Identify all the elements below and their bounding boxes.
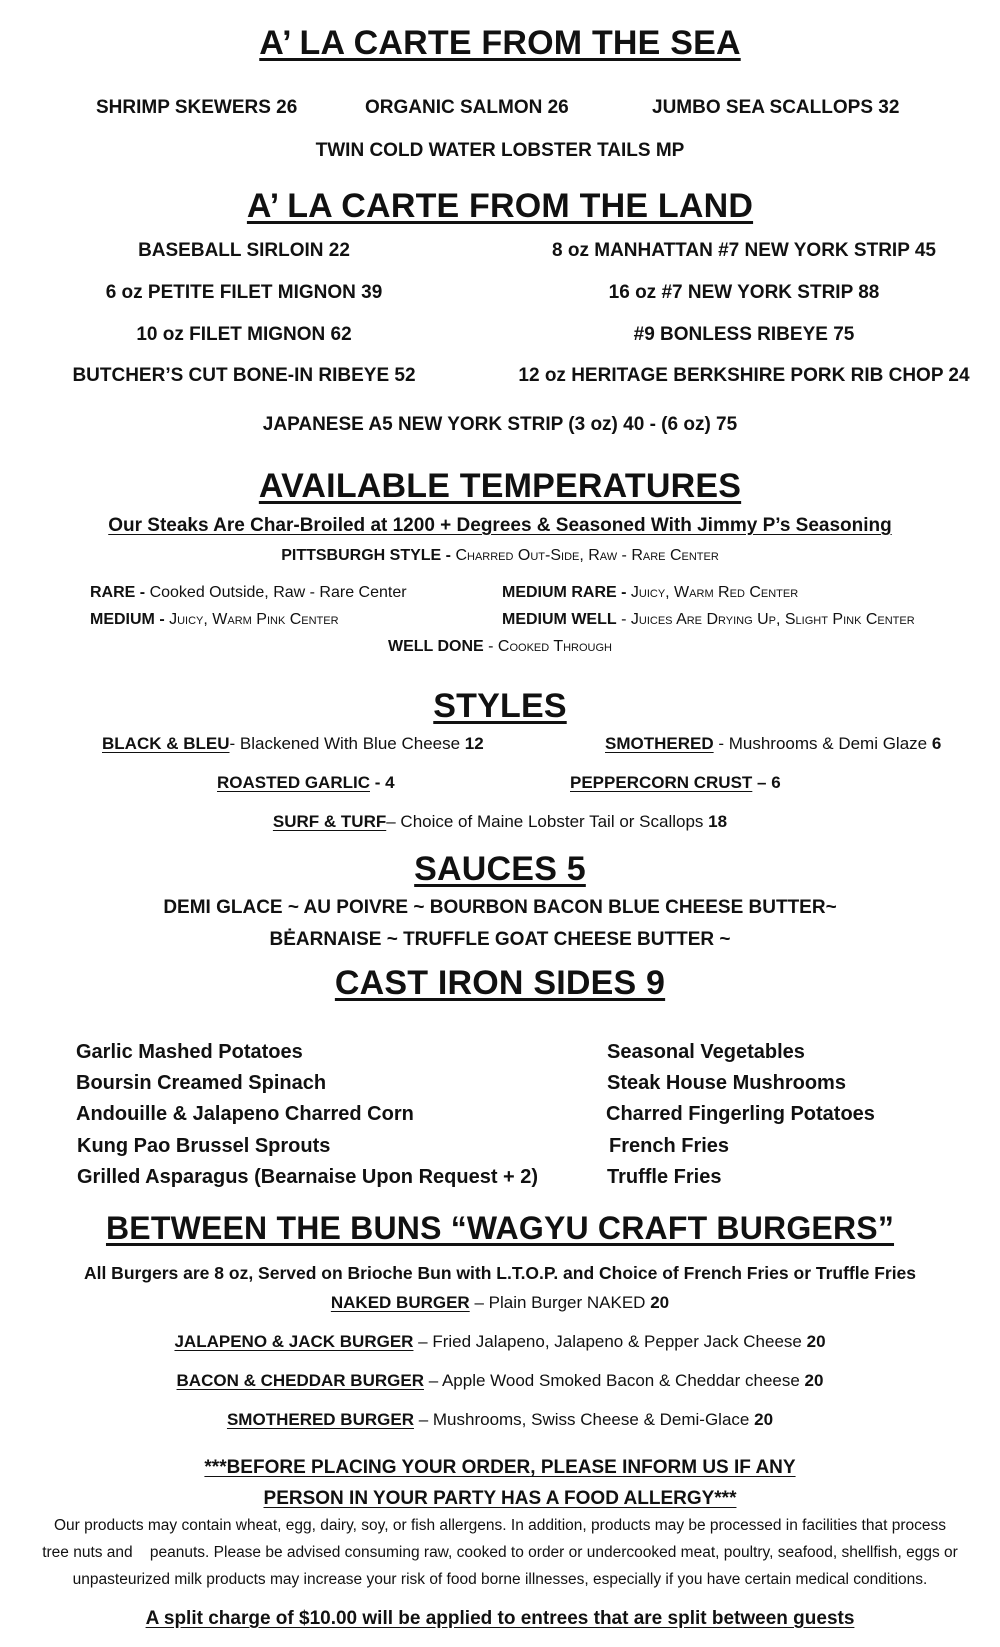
- temp-desc: - Cooked Through: [488, 638, 613, 655]
- temp-name: MEDIUM -: [90, 611, 165, 628]
- allergy-note: tree nuts and peanuts. Please be advised consuming raw, cooked to order or undercooked meat, poultry, seafood, shellfish, eggs or: [42, 1544, 958, 1561]
- temp-desc: - Juices Are Drying Up, Slight Pink Center: [621, 611, 915, 628]
- temp-name: PITTSBURGH STYLE -: [281, 547, 451, 564]
- style-name: ROASTED GARLIC: [217, 773, 370, 792]
- temp-desc: Juicy, Warm Pink Center: [169, 611, 339, 628]
- land-item: BASEBALL SIRLOIN 22: [138, 240, 350, 261]
- style-name: PEPPERCORN CRUST: [570, 773, 753, 792]
- burger-desc: – Apple Wood Smoked Bacon & Cheddar cheese: [423, 1371, 800, 1390]
- allergy-warning: ***BEFORE PLACING YOUR ORDER, PLEASE INFORM US IF ANY: [204, 1457, 796, 1478]
- style-peppercorn: [570, 773, 781, 793]
- sea-item: JUMBO SEA SCALLOPS 32: [652, 97, 900, 118]
- burger-price: 20: [806, 1332, 826, 1351]
- temp-desc: Juicy, Warm Red Center: [630, 584, 799, 601]
- style-roasted-garlic: [217, 773, 395, 793]
- side-item: Steak House Mushrooms: [607, 1072, 846, 1094]
- burger-bacon: [0, 1371, 1000, 1391]
- land-item: 6 oz PETITE FILET MIGNON 39: [105, 282, 383, 303]
- burgers-intro: All Burgers are 8 oz, Served on Brioche Bun with L.T.O.P. and Choice of French Fries or Truffle Fries: [83, 1263, 917, 1283]
- temps-title: AVAILABLE TEMPERATURES: [258, 467, 742, 505]
- style-desc: – Choice of Maine Lobster Tail or Scallops: [386, 812, 704, 831]
- side-item: French Fries: [609, 1135, 730, 1157]
- style-desc: - Blackened With Blue Cheese: [229, 734, 461, 753]
- burger-name: SMOTHERED BURGER: [226, 1410, 414, 1429]
- style-name: SMOTHERED: [605, 734, 714, 753]
- sea-title: A’ LA CARTE FROM THE SEA: [259, 24, 741, 62]
- temp-name: MEDIUM WELL: [502, 611, 617, 628]
- temps-subtitle: Our Steaks Are Char-Broiled at 1200 + Degrees & Seasoned With Jimmy P’s Seasoning: [108, 515, 892, 536]
- style-desc: - Mushrooms & Demi Glaze: [713, 734, 928, 753]
- temp-name: WELL DONE: [387, 638, 484, 655]
- side-item: Boursin Creamed Spinach: [76, 1072, 327, 1094]
- style-price: 6: [931, 734, 942, 753]
- side-item: Kung Pao Brussel Sprouts: [77, 1135, 331, 1157]
- side-item: Andouille & Jalapeno Charred Corn: [76, 1103, 414, 1125]
- temp-desc: Cooked Outside, Raw - Rare Center: [149, 584, 407, 601]
- sides-title: CAST IRON SIDES 9: [334, 964, 666, 1002]
- burger-desc: – Plain Burger NAKED: [469, 1293, 646, 1312]
- burger-smothered: [0, 1410, 1000, 1430]
- styles-title: STYLES: [433, 687, 567, 725]
- style-price: – 6: [752, 773, 781, 792]
- sauces-line: BĖARNAISE ~ TRUFFLE GOAT CHEESE BUTTER ~: [269, 929, 731, 950]
- sea-item: SHRIMP SKEWERS 26: [96, 97, 298, 118]
- side-item: Truffle Fries: [607, 1166, 722, 1188]
- temp-pittsburgh: [0, 547, 1000, 565]
- sauces-title: SAUCES 5: [414, 850, 586, 888]
- split-charge-notice: A split charge of $10.00 will be applied to entrees that are split between guests: [145, 1608, 855, 1629]
- temp-medium-rare: [502, 584, 798, 602]
- burger-desc: – Fried Jalapeno, Jalapeno & Pepper Jack Cheese: [413, 1332, 802, 1351]
- side-item: Seasonal Vegetables: [607, 1041, 805, 1063]
- land-item: BUTCHER’S CUT BONE-IN RIBEYE 52: [72, 365, 416, 386]
- land-item: 16 oz #7 NEW YORK STRIP 88: [608, 282, 880, 303]
- temp-name: RARE -: [90, 584, 146, 601]
- side-item: Garlic Mashed Potatoes: [76, 1041, 303, 1063]
- land-item: JAPANESE A5 NEW YORK STRIP (3 oz) 40 - (6 oz) 75: [262, 414, 738, 435]
- land-title: A’ LA CARTE FROM THE LAND: [246, 187, 754, 225]
- style-surf-turf: [0, 812, 1000, 832]
- burger-name: NAKED BURGER: [330, 1293, 470, 1312]
- burgers-title: BETWEEN THE BUNS “WAGYU CRAFT BURGERS”: [105, 1210, 895, 1246]
- temp-desc: Charred Out-Side, Raw - Rare Center: [455, 547, 719, 564]
- temp-name: MEDIUM RARE -: [502, 584, 627, 601]
- burger-price: 20: [804, 1371, 824, 1390]
- style-name: BLACK & BLEU: [102, 734, 230, 753]
- land-item: 10 oz FILET MIGNON 62: [136, 324, 352, 345]
- burger-price: 20: [754, 1410, 774, 1429]
- burger-jalapeno: [0, 1332, 1000, 1352]
- burger-desc: – Mushrooms, Swiss Cheese & Demi-Glace: [413, 1410, 750, 1429]
- land-item: 8 oz MANHATTAN #7 NEW YORK STRIP 45: [552, 240, 936, 261]
- side-item: Charred Fingerling Potatoes: [606, 1103, 875, 1125]
- style-price: 18: [708, 812, 728, 831]
- style-black-bleu: [102, 734, 484, 754]
- temp-medium: [90, 611, 339, 629]
- land-item: #9 BONLESS RIBEYE 75: [633, 324, 855, 345]
- allergy-note: unpasteurized milk products may increase your risk of food borne illnesses, especially if you have certain medical conditions.: [72, 1571, 928, 1588]
- style-price: - 4: [370, 773, 395, 792]
- burger-name: BACON & CHEDDAR BURGER: [176, 1371, 424, 1390]
- burger-price: 20: [650, 1293, 670, 1312]
- burger-naked: [0, 1293, 1000, 1313]
- allergy-note: Our products may contain wheat, egg, dairy, soy, or fish allergens. In addition, products may be processed in facilities that process: [54, 1517, 946, 1534]
- side-item: Grilled Asparagus (Bearnaise Upon Request + 2): [77, 1166, 539, 1188]
- style-price: 12: [464, 734, 484, 753]
- allergy-warning: PERSON IN YOUR PARTY HAS A FOOD ALLERGY***: [263, 1488, 737, 1509]
- land-item: 12 oz HERITAGE BERKSHIRE PORK RIB CHOP 24: [518, 365, 970, 386]
- style-smothered: [605, 734, 941, 754]
- temp-rare: [90, 584, 407, 602]
- sea-item: TWIN COLD WATER LOBSTER TAILS MP: [315, 140, 685, 161]
- burger-name: JALAPENO & JACK BURGER: [174, 1332, 414, 1351]
- sauces-line: DEMI GLACE ~ AU POIVRE ~ BOURBON BACON BLUE CHEESE BUTTER~: [163, 897, 837, 918]
- temp-medium-well: [502, 611, 915, 629]
- style-name: SURF & TURF: [272, 812, 387, 831]
- temp-well-done: [0, 638, 1000, 656]
- sea-item: ORGANIC SALMON 26: [365, 97, 569, 118]
